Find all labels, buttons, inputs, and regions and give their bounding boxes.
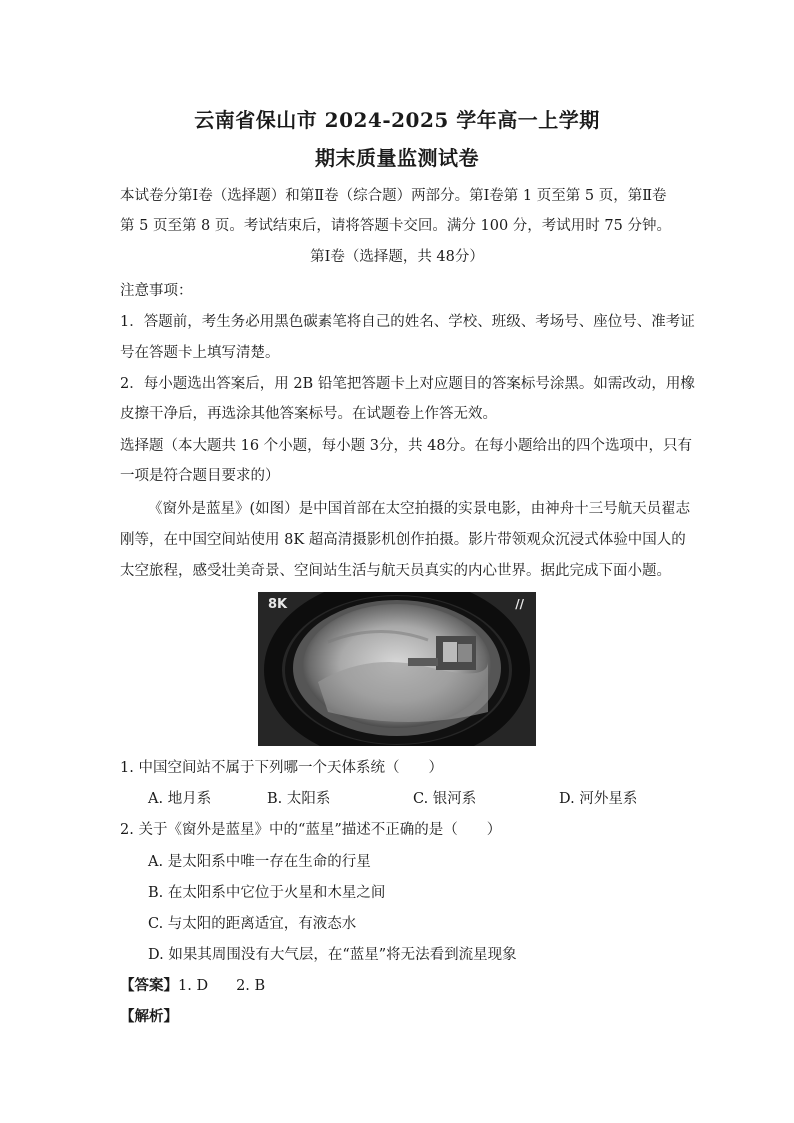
answer-row	[120, 976, 265, 996]
intro-line-2: 第 5 页至第 8 页。考试结束后，请将答题卡交回。满分 100 分，考试用时 75 分钟。	[120, 218, 671, 234]
notes-item-2b: 皮擦干净后，再选涂其他答案标号。在试题卷上作答无效。	[120, 406, 497, 422]
question-2-option-b[interactable]: B. 在太阳系中它位于火星和木星之间	[148, 885, 386, 901]
figure-badge-logo: //	[515, 597, 524, 611]
figure-image	[258, 592, 536, 746]
passage-line-3: 太空旅程，感受壮美奇景、空间站生活与航天员真实的内心世界。据此完成下面小题。	[120, 563, 671, 579]
notes-heading: 注意事项：	[120, 283, 193, 299]
figure-space-station-window	[258, 592, 536, 746]
question-1-option-c[interactable]: C. 银河系	[413, 791, 477, 807]
passage-line-1: 《窗外是蓝星》(如图）是中国首部在太空拍摄的实景电影，由神舟十三号航天员翟志	[148, 501, 691, 517]
exam-title-line1: 云南省保山市 2024-2025 学年高一上学期	[194, 108, 600, 132]
notes-item-1b: 号在答题卡上填写清楚。	[120, 345, 280, 361]
intro-line-1: 本试卷分第Ⅰ卷（选择题）和第Ⅱ卷（综合题）两部分。第Ⅰ卷第 1 页至第 5 页，第Ⅱ卷	[120, 188, 667, 204]
figure-badge-8k: 8K	[268, 597, 288, 612]
notes-item-2a: 2．每小题选出答案后，用 2B 铅笔把答题卡上对应题目的答案标号涂黑。如需改动，用橡	[120, 376, 695, 392]
question-1-option-b[interactable]: B. 太阳系	[267, 791, 331, 807]
analysis-label: 【解析】	[120, 1008, 178, 1025]
choice-intro-line-2: 一项是符合题目要求的）	[120, 468, 280, 484]
question-1-option-a[interactable]: A. 地月系	[148, 791, 212, 807]
choice-intro-line-1: 选择题（本大题共 16 个小题，每小题 3分，共 48分。在每小题给出的四个选项中，只有	[120, 438, 693, 454]
question-2-stem: 2. 关于《窗外是蓝星》中的“蓝星”描述不正确的是（ ）	[120, 822, 502, 838]
question-1-stem: 1. 中国空间站不属于下列哪一个天体系统（ ）	[120, 760, 443, 776]
question-2-option-a[interactable]: A. 是太阳系中唯一存在生命的行星	[148, 854, 371, 870]
question-2-option-d[interactable]: D. 如果其周围没有大气层，在“蓝星”将无法看到流星现象	[148, 947, 517, 963]
exam-title-line2: 期末质量监测试卷	[315, 146, 479, 170]
section-title: 第Ⅰ卷（选择题，共 48分）	[310, 249, 484, 265]
answer-q2: 2. B	[236, 978, 266, 994]
question-1-option-d[interactable]: D. 河外星系	[559, 791, 638, 807]
question-2-option-c[interactable]: C. 与太阳的距离适宜，有液态水	[148, 916, 357, 932]
answer-label: 【答案】	[120, 977, 178, 994]
passage-line-2: 刚等，在中国空间站使用 8K 超高清摄影机创作拍摄。影片带领观众沉浸式体验中国人的	[120, 532, 686, 548]
answer-q1: 1. D	[178, 978, 209, 994]
notes-item-1a: 1．答题前，考生务必用黑色碳素笔将自己的姓名、学校、班级、考场号、座位号、准考证	[120, 314, 695, 330]
